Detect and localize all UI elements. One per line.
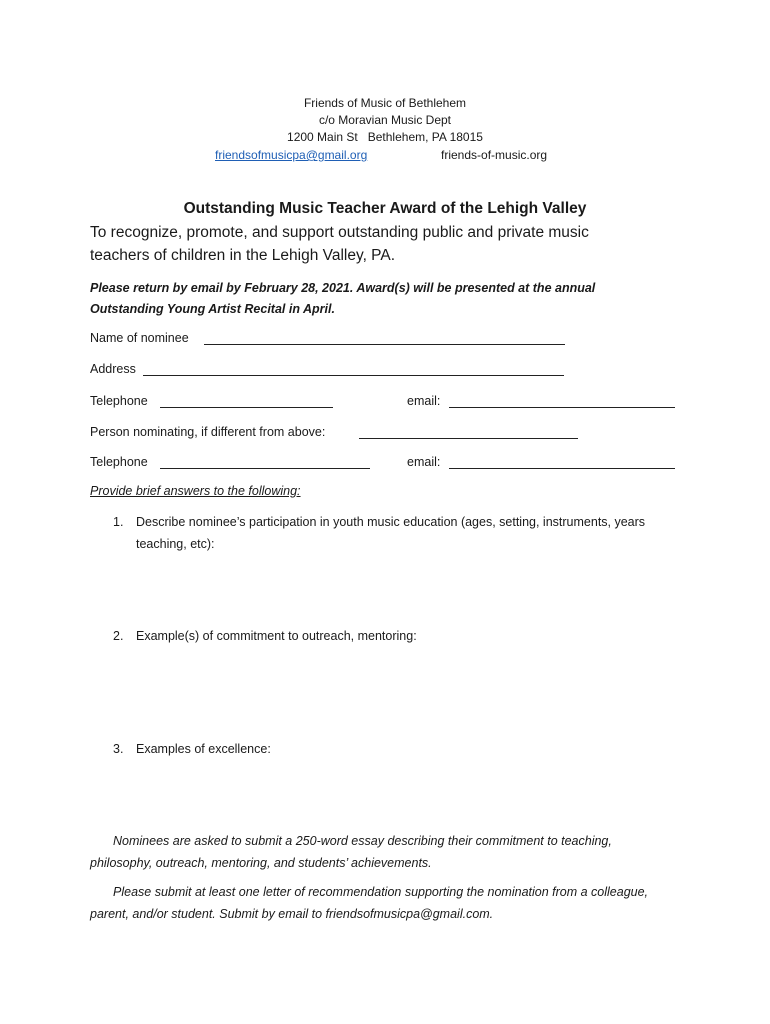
telephone2-field[interactable] xyxy=(160,468,370,469)
email2-field[interactable] xyxy=(449,468,675,469)
question-1-number: 1. xyxy=(113,515,124,529)
street-address: 1200 Main St Bethlehem, PA 18015 xyxy=(287,130,483,144)
email-field[interactable] xyxy=(449,407,675,408)
nominee-name-field[interactable] xyxy=(204,344,565,345)
nominee-name-label: Name of nominee xyxy=(90,331,189,345)
telephone-label: Telephone xyxy=(90,394,148,408)
nominator-label: Person nominating, if different from above: xyxy=(90,425,326,439)
question-2-number: 2. xyxy=(113,629,124,643)
question-3-number: 3. xyxy=(113,742,124,756)
question-2-text: Example(s) of commitment to outreach, mentoring: xyxy=(136,629,417,643)
telephone2-label: Telephone xyxy=(90,455,148,469)
page-subtitle: To recognize, promote, and support outstanding public and private music teachers of children in the Lehigh Valley, PA. xyxy=(90,224,589,264)
email2-label: email: xyxy=(407,455,441,469)
return-instructions: Please return by email by February 28, 2021. Award(s) will be presented at the annual Outstanding Young Artist Recital in April. xyxy=(90,281,596,316)
care-of-line: c/o Moravian Music Dept xyxy=(318,113,452,127)
question-3-text: Examples of excellence: xyxy=(136,742,271,756)
org-name: Friends of Music of Bethlehem xyxy=(303,96,467,110)
email-label: email: xyxy=(407,394,441,408)
address-label: Address xyxy=(90,362,136,376)
website-text: friends-of-music.org xyxy=(441,148,548,162)
recommendation-instructions: Please submit at least one letter of recommendation supporting the nomination from a colleague, parent, and/or student. Submit by email to friendsofmusicpa@gmail.com. xyxy=(90,885,649,921)
essay-instructions: Nominees are asked to submit a 250-word essay describing their commitment to teaching, philosophy, outreach, mentoring, and students’ achievements. xyxy=(90,834,612,870)
questions-heading: Provide brief answers to the following: xyxy=(90,484,301,498)
question-1-text: Describe nominee’s participation in youth music education (ages, setting, instruments, years teaching, etc): xyxy=(136,515,646,551)
email-link[interactable]: friendsofmusicpa@gmail.org xyxy=(215,148,368,162)
address-field[interactable] xyxy=(143,375,564,376)
nominator-field[interactable] xyxy=(359,438,578,439)
telephone-field[interactable] xyxy=(160,407,333,408)
page-title: Outstanding Music Teacher Award of the Lehigh Valley xyxy=(183,200,587,217)
